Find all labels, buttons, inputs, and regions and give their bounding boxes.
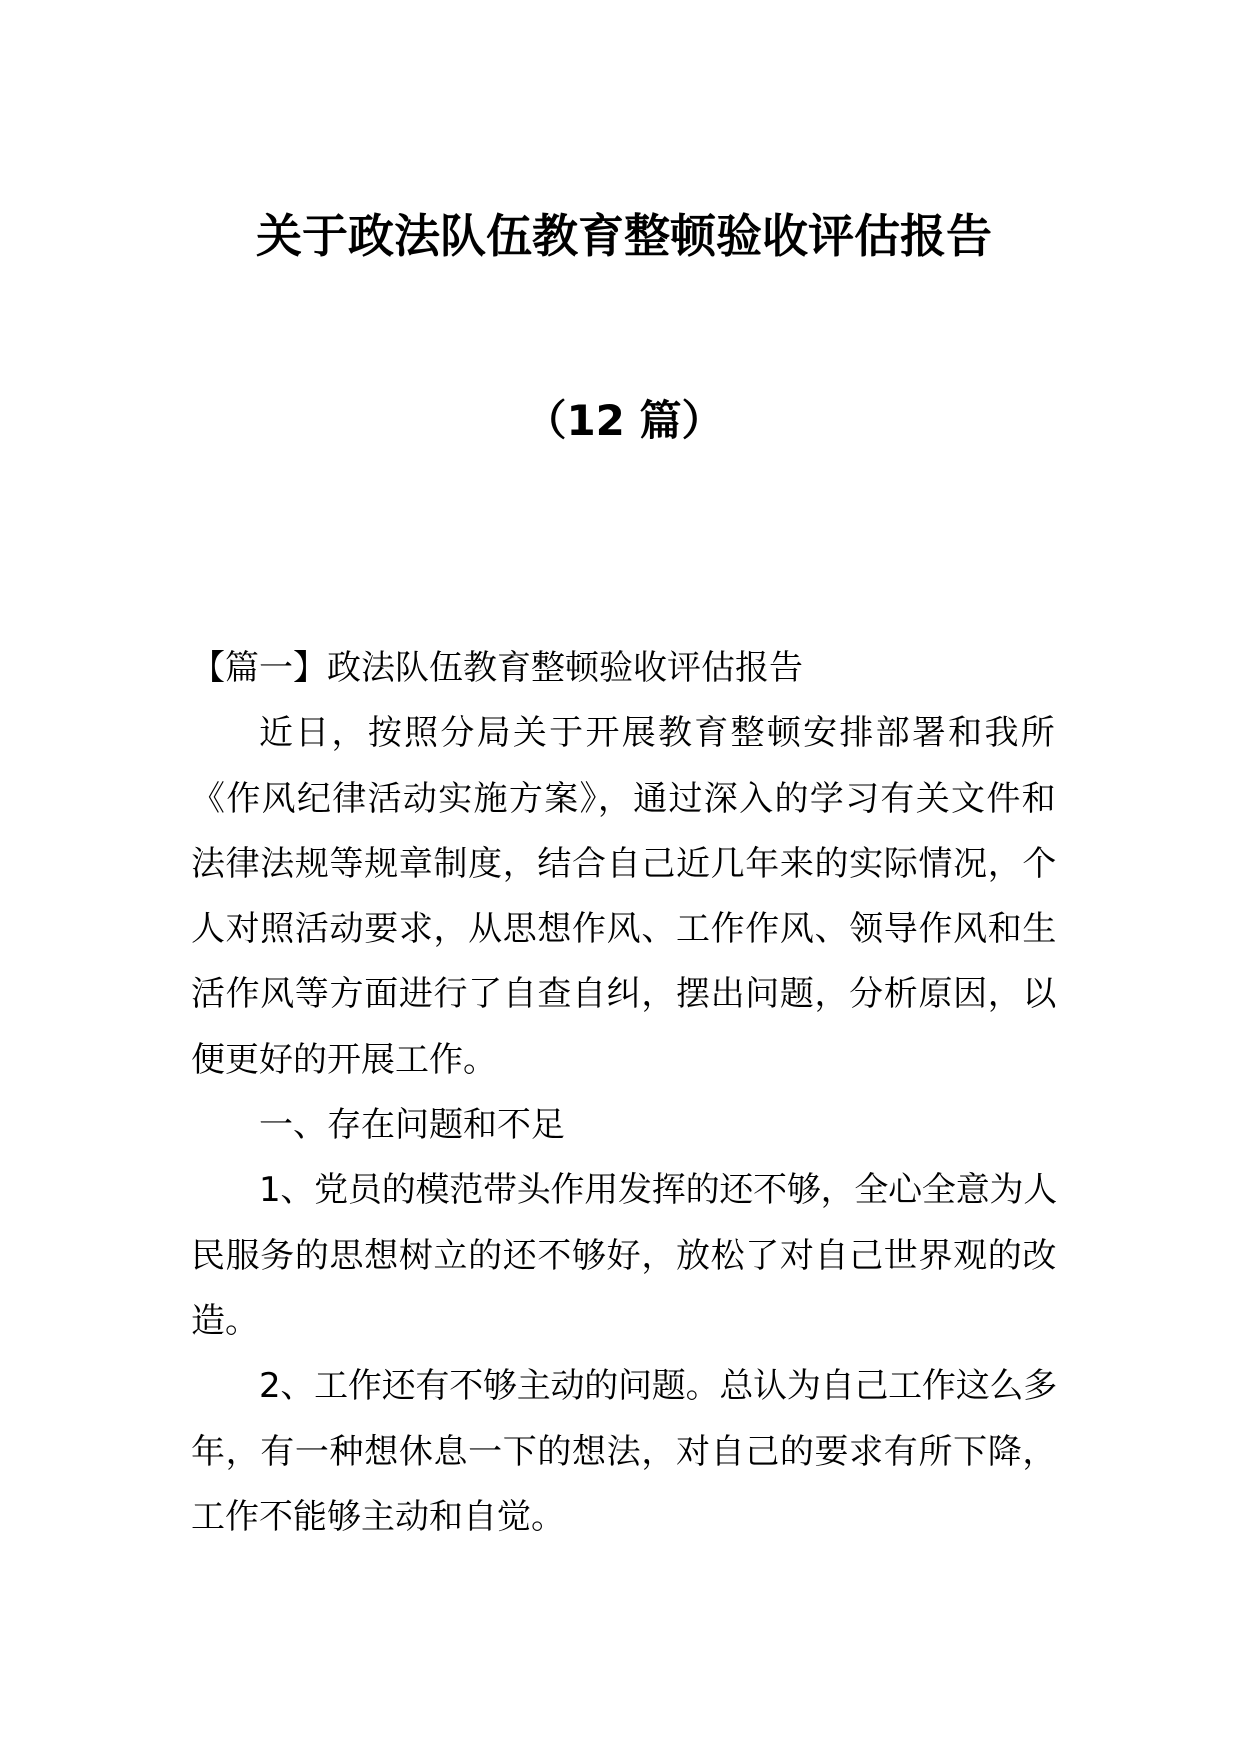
problem-item-1 bbox=[191, 1158, 1057, 1354]
problems-heading bbox=[191, 1093, 1057, 1158]
paragraph-line: 近日，按照分局关于开展教育整顿安排部署和我所 bbox=[259, 713, 1057, 754]
paragraph-line: 年，有一种想休息一下的想法，对自己的要求有所下降， bbox=[191, 1431, 1057, 1472]
paragraph-line: 民服务的思想树立的还不够好，放松了对自己世界观的改 bbox=[191, 1235, 1057, 1276]
document-subtitle: （12 篇） bbox=[524, 396, 724, 445]
paragraph-line: 一、存在问题和不足 bbox=[259, 1105, 565, 1146]
paragraph-line: 工作不能够主动和自觉。 bbox=[191, 1496, 565, 1537]
paragraph-line: 人对照活动要求，从思想作风、工作作风、领导作风和生 bbox=[191, 909, 1057, 950]
paragraph-line: 造。 bbox=[191, 1300, 259, 1341]
paragraph-line: 便更好的开展工作。 bbox=[191, 1039, 497, 1080]
paragraph-line: 1、党员的模范带头作用发挥的还不够，全心全意为人 bbox=[259, 1170, 1057, 1211]
intro-paragraph bbox=[191, 701, 1057, 1093]
paragraph-line: 活作风等方面进行了自查自纠，摆出问题，分析原因，以 bbox=[191, 974, 1057, 1015]
problem-item-2 bbox=[191, 1354, 1057, 1550]
document-body bbox=[191, 636, 1057, 1550]
paragraph-line: 法律法规等规章制度，结合自己近几年来的实际情况，个 bbox=[191, 843, 1057, 884]
document-title: 关于政法队伍教育整顿验收评估报告 bbox=[256, 209, 992, 263]
paragraph-line: 《作风纪律活动实施方案》，通过深入的学习有关文件和 bbox=[191, 778, 1057, 819]
section-heading: 【篇一】政法队伍教育整顿验收评估报告 bbox=[191, 648, 803, 688]
paragraph-line: 2、工作还有不够主动的问题。总认为自己工作这么多 bbox=[259, 1366, 1057, 1407]
